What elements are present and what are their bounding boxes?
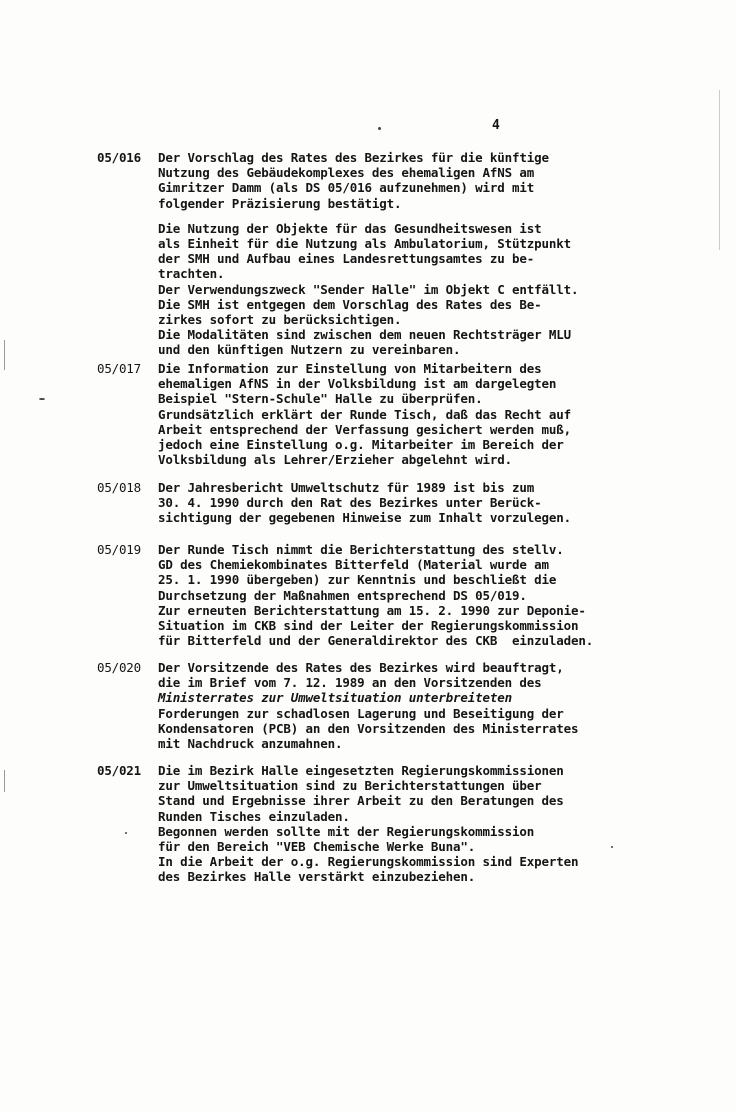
- text-line: Die Nutzung der Objekte für das Gesundheitswesen ist: [158, 220, 542, 236]
- resolution-number: 05/018: [97, 480, 141, 495]
- text-line: und den künftigen Nutzern zu vereinbaren.: [158, 342, 461, 358]
- paragraph: [158, 221, 698, 358]
- text-line: Die im Bezirk Halle eingesetzten Regierungskommissionen: [158, 763, 564, 778]
- resolution-number: 05/021: [97, 763, 141, 778]
- text-line: Die Information zur Einstellung von Mitarbeitern des: [158, 361, 542, 376]
- scan-edge-mark: [4, 770, 5, 792]
- text-line: Runden Tisches einzuladen.: [158, 808, 350, 824]
- text-line: trachten.: [158, 266, 225, 282]
- text-line: Zur erneuten Berichterstattung am 15. 2. 1990 zur Deponie-: [158, 602, 586, 618]
- scan-speck: [39, 398, 45, 400]
- text-line: Die SMH ist entgegen dem Vorschlag des Rates des Be-: [158, 296, 542, 312]
- scan-edge-mark: [719, 90, 720, 250]
- text-line: 25. 1. 1990 übergeben) zur Kenntnis und beschließt die: [158, 572, 557, 588]
- text-line: für Bitterfeld und der Generaldirektor des CKB einzuladen.: [158, 633, 594, 649]
- text-line: Der Vorschlag des Rates des Bezirkes für die künftige: [158, 150, 549, 165]
- text-line: Kondensatoren (PCB) an den Vorsitzenden des Ministerrates: [158, 720, 579, 736]
- text-line: Arbeit entsprechend der Verfassung gesichert werden muß,: [158, 421, 572, 437]
- page-number: 4: [492, 118, 500, 133]
- text-line: 30. 4. 1990 durch den Rat des Bezirkes unter Berück-: [158, 495, 542, 511]
- text-line: die im Brief vom 7. 12. 1989 an den Vorsitzenden des: [158, 675, 542, 691]
- text-line: Der Vorsitzende des Rates des Bezirkes wird beauftragt,: [158, 660, 564, 675]
- text-line: Durchsetzung der Maßnahmen entsprechend DS 05/019.: [158, 587, 527, 603]
- scan-speck: [125, 832, 127, 834]
- paragraph: [158, 480, 698, 526]
- paragraph: [158, 542, 698, 648]
- resolution-text: [158, 150, 698, 364]
- paragraph: [158, 361, 698, 467]
- text-line: Gimritzer Damm (als DS 05/016 aufzunehmen) wird mit: [158, 180, 535, 196]
- text-line: als Einheit für die Nutzung als Ambulatorium, Stützpunkt: [158, 236, 572, 252]
- resolution-text: [158, 542, 698, 654]
- resolution-number: 05/020: [97, 660, 141, 675]
- text-line: Situation im CKB sind der Leiter der Regierungskommission: [158, 618, 579, 634]
- text-line: In die Arbeit der o.g. Regierungskommission sind Experten: [158, 854, 579, 870]
- scan-speck: [378, 127, 381, 130]
- text-line: sichtigung der gegebenen Hinweise zum Inhalt vorzulegen.: [158, 510, 572, 526]
- text-line: jedoch eine Einstellung o.g. Mitarbeiter im Bereich der: [158, 437, 564, 453]
- resolution-number: 05/017: [97, 361, 141, 376]
- text-line: für den Bereich "VEB Chemische Werke Buna".: [158, 839, 476, 855]
- text-line: Der Verwendungszweck "Sender Halle" im Objekt C entfällt.: [158, 281, 579, 297]
- text-line: zur Umweltsituation sind zu Berichterstattungen über: [158, 778, 542, 794]
- scan-edge-mark: [4, 340, 5, 370]
- scan-speck: [611, 846, 613, 848]
- text-line: Ministerrates zur Umweltsituation unterbreiteten: [158, 690, 513, 706]
- resolution-text: [158, 660, 698, 757]
- resolution-text: [158, 763, 698, 891]
- text-line: GD des Chemiekombinates Bitterfeld (Material wurde am: [158, 557, 549, 573]
- text-line: mit Nachdruck anzumahnen.: [158, 736, 343, 752]
- resolution-text: [158, 361, 698, 473]
- resolution-number: 05/019: [97, 542, 141, 557]
- text-line: Begonnen werden sollte mit der Regierungskommission: [158, 823, 535, 839]
- text-line: Die Modalitäten sind zwischen dem neuen Rechtsträger MLU: [158, 327, 572, 343]
- text-line: Grundsätzlich erklärt der Runde Tisch, daß das Recht auf: [158, 406, 572, 422]
- text-line: des Bezirkes Halle verstärkt einzubeziehen.: [158, 869, 476, 885]
- text-line: zirkes sofort zu berücksichtigen.: [158, 312, 402, 328]
- resolution-text: [158, 480, 698, 532]
- text-line: folgender Präzisierung bestätigt.: [158, 195, 402, 211]
- text-line: Volksbildung als Lehrer/Erzieher abgelehnt wird.: [158, 452, 513, 468]
- text-line: Der Jahresbericht Umweltschutz für 1989 ist bis zum: [158, 480, 535, 495]
- text-line: Stand und Ergebnisse ihrer Arbeit zu den Beratungen des: [158, 793, 564, 809]
- text-line: Der Runde Tisch nimmt die Berichterstattung des stellv.: [158, 542, 564, 557]
- text-line: Nutzung des Gebäudekomplexes des ehemaligen AfNS am: [158, 165, 535, 181]
- paragraph: [158, 763, 698, 885]
- paragraph: [158, 660, 698, 751]
- paragraph: [158, 150, 698, 211]
- resolution-number: 05/016: [97, 150, 141, 165]
- text-line: ehemaligen AfNS in der Volksbildung ist am dargelegten: [158, 376, 557, 392]
- text-line: Forderungen zur schadlosen Lagerung und Beseitigung der: [158, 705, 564, 721]
- text-line: Beispiel "Stern-Schule" Halle zu überprüfen.: [158, 391, 483, 407]
- text-line: der SMH und Aufbau eines Landesrettungsamtes zu be-: [158, 251, 535, 267]
